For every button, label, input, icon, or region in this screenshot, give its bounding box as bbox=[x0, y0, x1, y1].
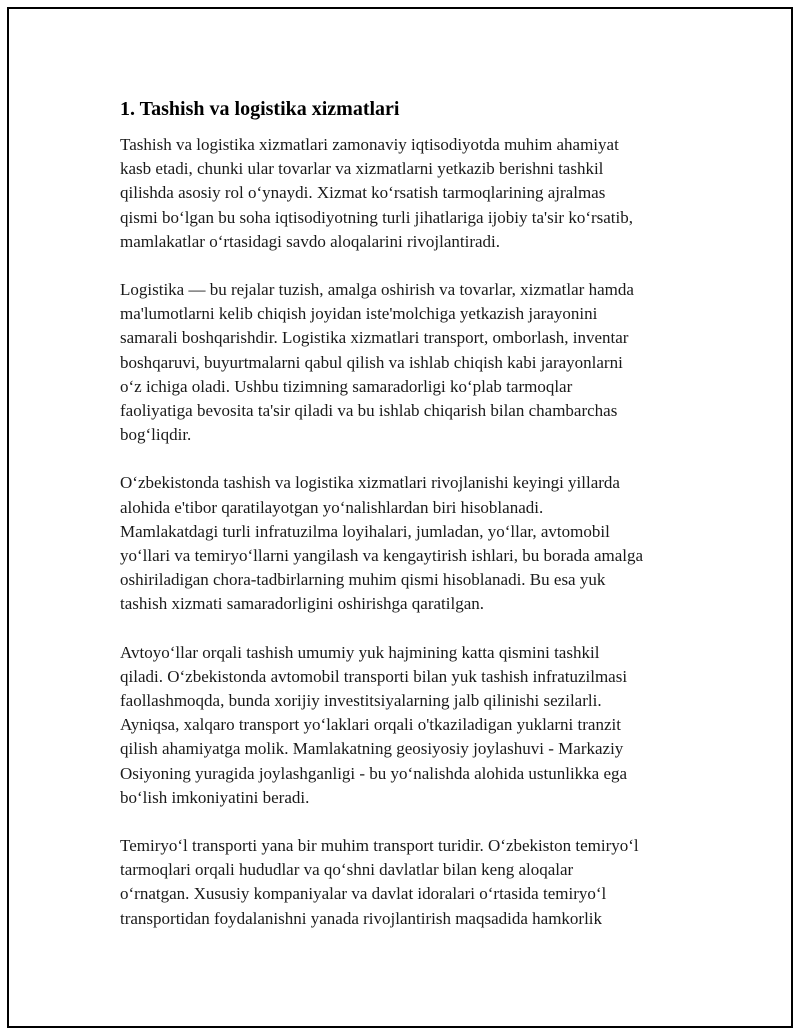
text-line: Avtoyoʻllar orqali tashish umumiy yuk hajmining katta qismini tashkil bbox=[120, 642, 600, 662]
text-line: Osiyoning yuragida joylashganligi - bu yoʻnalishda alohida ustunlikka ega bbox=[120, 763, 628, 783]
text-line: alohida e'tibor qaratilayotgan yoʻnalishlardan biri hisoblanadi. bbox=[120, 497, 544, 517]
text-line: faollashmoqda, bunda xorijiy investitsiyalarning jalb qilinishi sezilarli. bbox=[120, 691, 602, 711]
text-line: Logistika — bu rejalar tuzish, amalga oshirish va tovarlar, xizmatlar hamda bbox=[120, 280, 634, 300]
text-line: tashish xizmati samaradorligini oshirishga qaratilgan. bbox=[120, 594, 484, 614]
page-frame bbox=[7, 7, 793, 1028]
text-line: faoliyatiga bevosita ta'sir qiladi va bu ishlab chiqarish bilan chambarchas bbox=[120, 401, 618, 421]
text-line: Ayniqsa, xalqaro transport yoʻlaklari orqali o'tkaziladigan yuklarni tranzit bbox=[120, 715, 621, 735]
text-line: oʻrnatgan. Xususiy kompaniyalar va davlat idoralari oʻrtasida temiryoʻl bbox=[120, 884, 607, 904]
text-line: samarali boshqarishdir. Logistika xizmatlari transport, omborlash, inventar bbox=[120, 328, 629, 348]
text-line: boʻlish imkoniyatini beradi. bbox=[120, 787, 310, 807]
text-line: tarmoqlari orqali hududlar va qoʻshni davlatlar bilan keng aloqalar bbox=[120, 860, 574, 880]
document-body bbox=[120, 97, 700, 955]
paragraph-3 bbox=[120, 471, 700, 616]
text-line: boshqaruvi, buyurtmalarni qabul qilish va ishlab chiqish kabi jarayonlarni bbox=[120, 352, 623, 372]
text-line: qiladi. Oʻzbekistonda avtomobil transporti bilan yuk tashish infratuzilmasi bbox=[120, 666, 628, 686]
text-line: Mamlakatdagi turli infratuzilma loyihalari, jumladan, yoʻllar, avtomobil bbox=[120, 521, 610, 541]
text-line: mamlakatlar oʻrtasidagi savdo aloqalarini rivojlantiradi. bbox=[120, 231, 501, 251]
text-line: Temiryoʻl transporti yana bir muhim transport turidir. Oʻzbekiston temiryoʻl bbox=[120, 836, 639, 856]
text-line: kasb etadi, chunki ular tovarlar va xizmatlarni yetkazib berishni tashkil bbox=[120, 159, 604, 179]
text-line: qilish ahamiyatga molik. Mamlakatning geosiyosiy joylashuvi - Markaziy bbox=[120, 739, 624, 759]
paragraph-2 bbox=[120, 278, 700, 447]
text-line: bogʻliqdir. bbox=[120, 425, 192, 445]
text-line: ma'lumotlarni kelib chiqish joyidan iste'molchiga yetkazish jarayonini bbox=[120, 304, 598, 324]
paragraph-5 bbox=[120, 834, 700, 931]
paragraph-4 bbox=[120, 641, 700, 810]
text-line: qismi boʻlgan bu soha iqtisodiyotning turli jihatlariga ijobiy ta'sir koʻrsatib, bbox=[120, 207, 634, 227]
text-line: Tashish va logistika xizmatlari zamonaviy iqtisodiyotda muhim ahamiyat bbox=[120, 135, 619, 154]
text-line: oshiriladigan chora-tadbirlarning muhim qismi hisoblanadi. Bu esa yuk bbox=[120, 570, 606, 590]
paragraph-1 bbox=[120, 133, 700, 254]
text-line: qilishda asosiy rol oʻynaydi. Xizmat koʻrsatish tarmoqlarining ajralmas bbox=[120, 183, 606, 203]
text-line: Oʻzbekistonda tashish va logistika xizmatlari rivojlanishi keyingi yillarda bbox=[120, 473, 620, 493]
section-title: 1. Tashish va logistika xizmatlari bbox=[120, 98, 400, 120]
text-line: yoʻllari va temiryoʻllarni yangilash va kengaytirish ishlari, bu borada amalga bbox=[120, 546, 644, 566]
text-line: transportidan foydalanishni yanada rivojlantirish maqsadida hamkorlik bbox=[120, 908, 603, 928]
text-line: oʻz ichiga oladi. Ushbu tizimning samaradorligi koʻplab tarmoqlar bbox=[120, 376, 573, 396]
